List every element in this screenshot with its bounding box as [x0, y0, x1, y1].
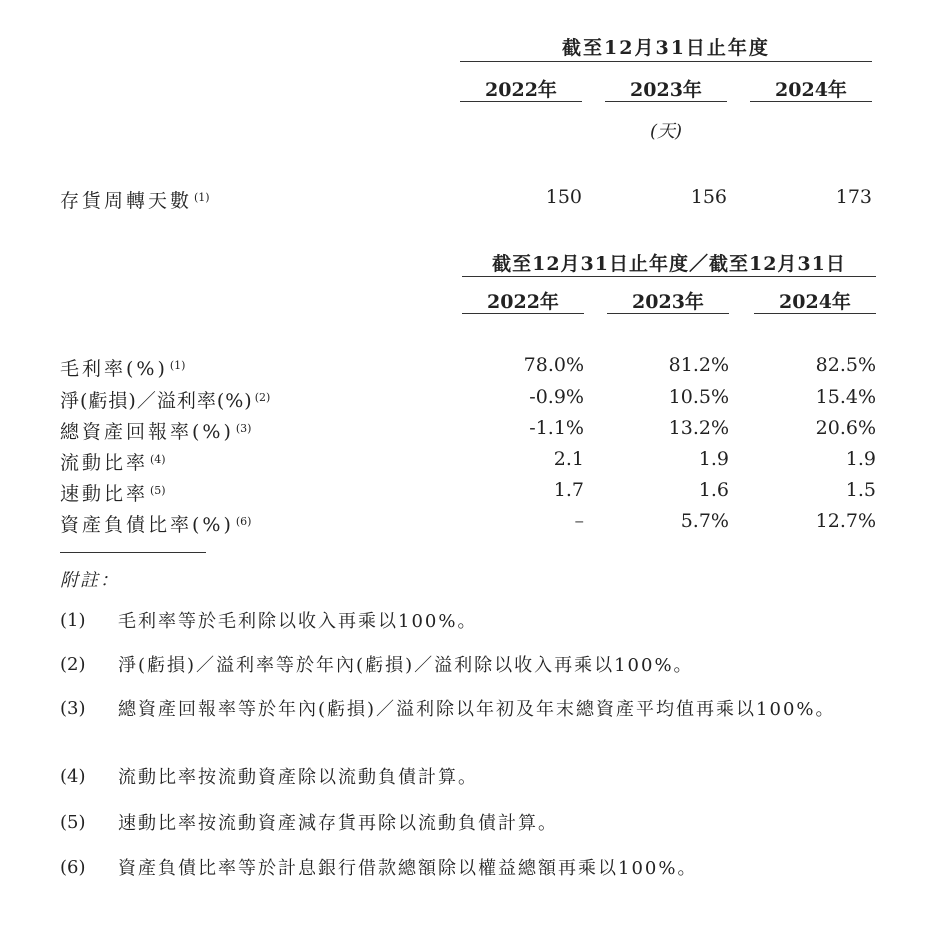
note-number: (3) — [60, 698, 86, 719]
table2-value: -0.9% — [529, 386, 584, 408]
notes-title: 附註： — [60, 570, 120, 591]
table1-year-2022: 2022年 — [485, 79, 557, 101]
table2-value: 5.7% — [680, 510, 729, 532]
note-number: (5) — [60, 812, 86, 833]
table2-row-label-gross-margin: 毛利率(%) $^{(1)}$ — [60, 358, 186, 380]
table1-year-rule-2022 — [460, 101, 582, 102]
table1-value-2024: 173 — [835, 186, 872, 208]
table1-header: 截至12月31日止年度 — [562, 37, 770, 59]
table2-row-label-gearing-ratio: 資產負債比率(%) $^{(6)}$ — [60, 514, 252, 536]
table2-year-rule-2024 — [754, 313, 876, 314]
table2-year-2023: 2023年 — [632, 291, 704, 313]
table2-year-2024: 2024年 — [779, 291, 851, 313]
table2-row-label-current-ratio: 流動比率 $^{(4)}$ — [60, 452, 166, 474]
notes-separator — [60, 552, 206, 553]
table2-value: 82.5% — [815, 354, 876, 376]
table1-header-rule — [460, 61, 872, 62]
table1-year-rule-2023 — [605, 101, 727, 102]
table2-row-label-roa: 總資產回報率(%) $^{(3)}$ — [60, 421, 252, 443]
table1-year-2023: 2023年 — [630, 79, 702, 101]
table2-year-2022: 2022年 — [487, 291, 559, 313]
table2-value: 1.5 — [845, 479, 876, 501]
table1-row-label: 存貨周轉天數 $^{(1)}$ — [60, 190, 210, 212]
table1-unit: (天) — [649, 121, 683, 142]
table1-value-2022: 150 — [545, 186, 582, 208]
table2-value: -1.1% — [529, 417, 584, 439]
note-number: (1) — [60, 610, 86, 631]
table2-value: 1.6 — [698, 479, 729, 501]
table2-year-rule-2022 — [462, 313, 584, 314]
table2-value: 13.2% — [668, 417, 729, 439]
table2-value: 15.4% — [815, 386, 876, 408]
note-text: 毛利率等於毛利除以收入再乘以100%。 — [118, 611, 478, 632]
note-number: (2) — [60, 654, 86, 675]
table2-value: – — [574, 510, 584, 532]
note-text: 速動比率按流動資產減存貨再除以流動負債計算。 — [118, 813, 558, 834]
table2-value: 20.6% — [815, 417, 876, 439]
table2-header-rule — [462, 276, 876, 277]
table2-year-rule-2023 — [607, 313, 729, 314]
table2-value: 2.1 — [553, 448, 584, 470]
table2-value: 10.5% — [668, 386, 729, 408]
table1-year-2024: 2024年 — [775, 79, 847, 101]
table1-year-rule-2024 — [750, 101, 872, 102]
note-text: 流動比率按流動資產除以流動負債計算。 — [118, 767, 478, 788]
table2-value: 1.9 — [698, 448, 729, 470]
table2-value: 1.9 — [845, 448, 876, 470]
table2-value: 78.0% — [523, 354, 584, 376]
table2-value: 81.2% — [668, 354, 729, 376]
note-text: 總資產回報率等於年內(虧損)／溢利除以年初及年末總資產平均值再乘以100%。 — [118, 699, 836, 720]
table2-value: 1.7 — [553, 479, 584, 501]
table2-header: 截至12月31日止年度／截至12月31日 — [492, 253, 846, 275]
table2-row-label-quick-ratio: 速動比率 $^{(5)}$ — [60, 483, 166, 505]
table2-row-label-net-margin: 淨(虧損)／溢利率(%) $^{(2)}$ — [60, 390, 271, 412]
note-number: (4) — [60, 766, 86, 787]
note-number: (6) — [60, 857, 86, 878]
note-text: 資產負債比率等於計息銀行借款總額除以權益總額再乘以100%。 — [118, 858, 698, 879]
note-text: 淨(虧損)／溢利率等於年內(虧損)／溢利除以收入再乘以100%。 — [118, 655, 694, 676]
table2-value: 12.7% — [815, 510, 876, 532]
table1-value-2023: 156 — [690, 186, 727, 208]
